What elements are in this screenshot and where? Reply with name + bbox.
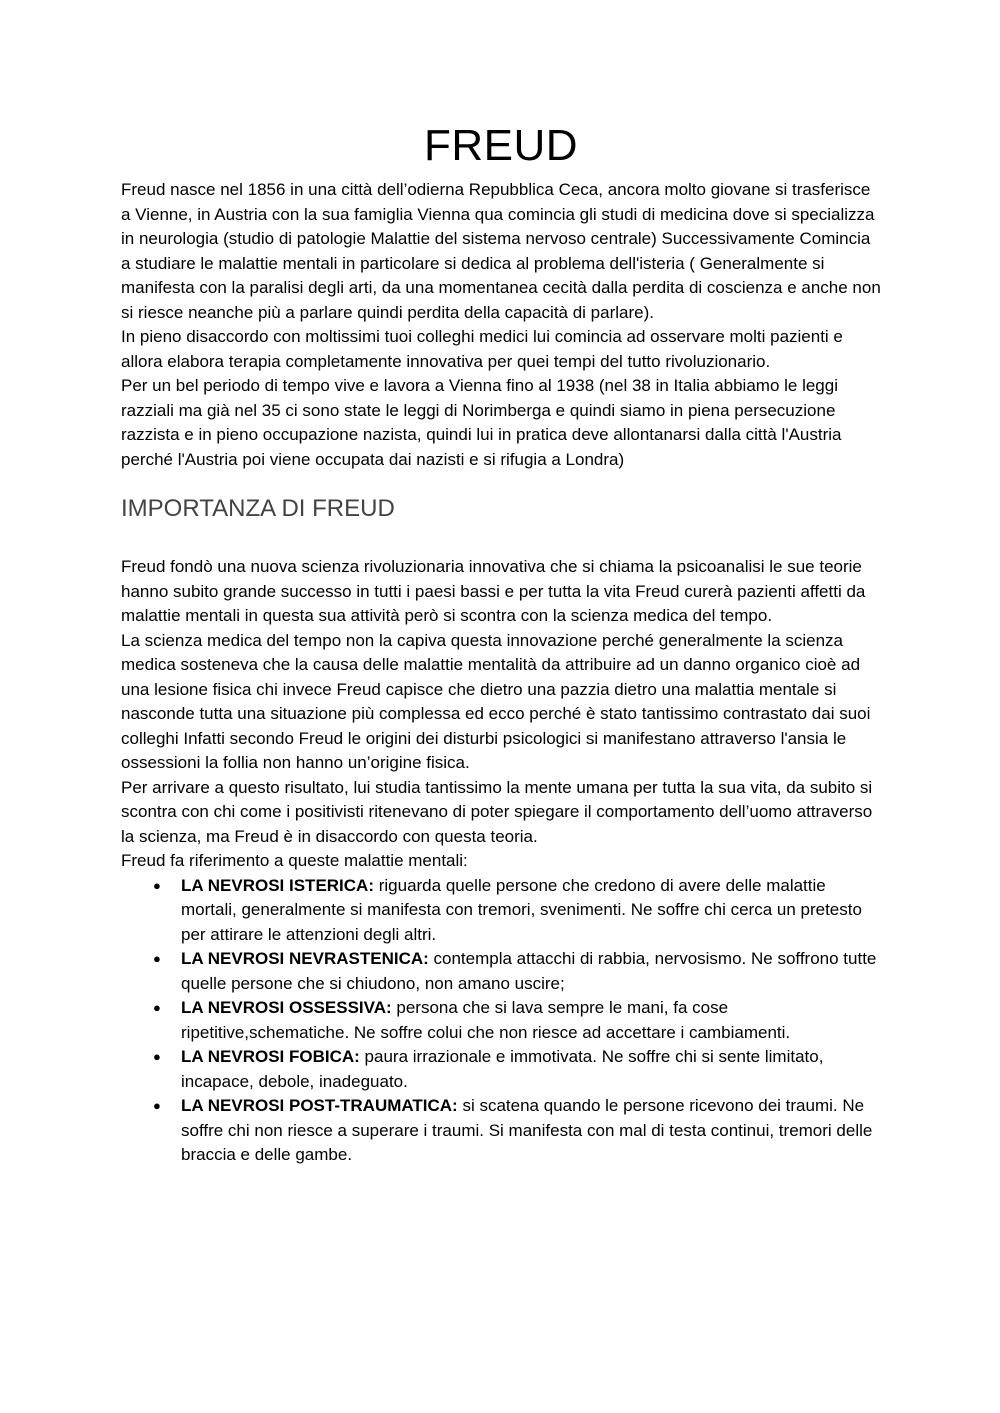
list-item-term: LA NEVROSI POST-TRAUMATICA: bbox=[181, 1096, 458, 1115]
list-item-term: LA NEVROSI OSSESSIVA: bbox=[181, 998, 392, 1017]
list-item bbox=[121, 1094, 881, 1168]
list-item-term: LA NEVROSI ISTERICA: bbox=[181, 875, 374, 895]
intro-paragraph: Freud nasce nel 1856 in una città dell’odierna Repubblica Ceca, ancora molto giovane si trasferisce a Vienne, in Austria con la sua famiglia Vienna qua comincia gli studi di medicina dove si specializza in neurologia (studio di patologie Malattie del sistema nervoso centrale) Successivamente Comincia a studiare le malattie mentali in particolare si dedica al problema dell'isteria ( Generalmente si manifesta con la paralisi degli arti, da una momentanea cecità dalla perdita di coscienza e anche non si riesce neanche più a parlare quindi perdita della capacità di parlare). bbox=[121, 180, 881, 322]
list-item-term: LA NEVROSI FOBICA: bbox=[181, 1047, 360, 1066]
section-paragraph: Per arrivare a questo risultato, lui studia tantissimo la mente umana per tutta la sua vita, da subito si scontra con chi come i positivisti ritenevano di poter spiegare il comportamento dell’uomo attraverso la scienza, ma Freud è in disaccordo con questa teoria. bbox=[121, 777, 873, 846]
list-item-text: riguarda quelle persone che credono di avere delle malattie mortali, generalmente si manifesta con tremori, svenimenti. Ne soffre chi cerca un pretesto per attirare le attenzioni degli altri. bbox=[181, 875, 862, 944]
spacer bbox=[121, 524, 881, 555]
bullet-icon: ● bbox=[153, 951, 161, 966]
intro-paragraph: Per un bel periodo di tempo vive e lavora a Vienna fino al 1938 (nel 38 in Italia abbiamo le leggi razziali ma già nel 35 ci sono state le leggi di Norimberga e quindi siamo in piena persecuzione razzista e in pieno occupazione nazista, quindi lui in pratica deve allontanarsi dalla città l'Austria perché l'Austria poi viene occupata dai nazisti e si rifugia a Londra) bbox=[121, 376, 842, 469]
section-paragraph: Freud fa riferimento a queste malattie mentali: bbox=[121, 851, 468, 870]
list-item bbox=[121, 874, 881, 948]
section-paragraph: Freud fondò una nuova scienza rivoluzionaria innovativa che si chiama la psicoanalisi le sue teorie hanno subito grande successo in tutti i paesi bassi e per tutta la vita Freud curerà pazienti affetti da malattie mentali in questa sua attività però si scontra con la scienza medica del tempo. bbox=[121, 557, 866, 625]
bullet-icon: ● bbox=[153, 877, 161, 893]
neurosis-list bbox=[121, 874, 881, 1168]
bullet-icon: ● bbox=[153, 1049, 161, 1064]
list-item bbox=[121, 947, 881, 996]
list-item-term: LA NEVROSI NEVRASTENICA: bbox=[181, 949, 429, 968]
document-title: FREUD bbox=[423, 121, 579, 170]
intro-paragraph: In pieno disaccordo con moltissimi tuoi colleghi medici lui comincia ad osservare molti pazienti e allora elabora terapia completamente innovativa per quei tempi del tutto rivoluzionario. bbox=[121, 327, 843, 371]
list-item-text: paura irrazionale e immotivata. Ne soffre chi si sente limitato, incapace, debole, inadeguato. bbox=[181, 1047, 824, 1091]
list-item-text: persona che si lava sempre le mani, fa cose ripetitive,schematiche. Ne soffre colui che non riesce ad accettare i cambiamenti. bbox=[181, 998, 791, 1042]
list-item-text: si scatena quando le persone ricevono dei traumi. Ne soffre chi non riesce a superare i traumi. Si manifesta con mal di testa continui, tremori delle braccia e delle gambe. bbox=[181, 1096, 873, 1164]
section-paragraph: La scienza medica del tempo non la capiva questa innovazione perché generalmente la scienza medica sosteneva che la causa delle malattie mentalità da attribuire ad un danno organico cioè ad una lesione fisica chi invece Freud capisce che dietro una pazzia dietro una malattia mentale si nasconde tutta una situazione più complessa ed ecco perché è stato tantissimo contrastato dai suoi colleghi Infatti secondo Freud le origini dei disturbi psicologici si manifestano attraverso l'ansia le ossessioni la follia non hanno un’origine fisica. bbox=[121, 630, 871, 772]
section-heading: IMPORTANZA DI FREUD bbox=[121, 495, 395, 522]
list-item bbox=[121, 1045, 881, 1094]
bullet-icon: ● bbox=[153, 1098, 161, 1113]
list-item bbox=[121, 996, 881, 1045]
bullet-icon: ● bbox=[153, 1000, 161, 1015]
document-page bbox=[121, 118, 881, 1168]
list-item-text: contempla attacchi di rabbia, nervosismo. Ne soffrono tutte quelle persone che si chiudono, non amano uscire; bbox=[181, 949, 877, 993]
